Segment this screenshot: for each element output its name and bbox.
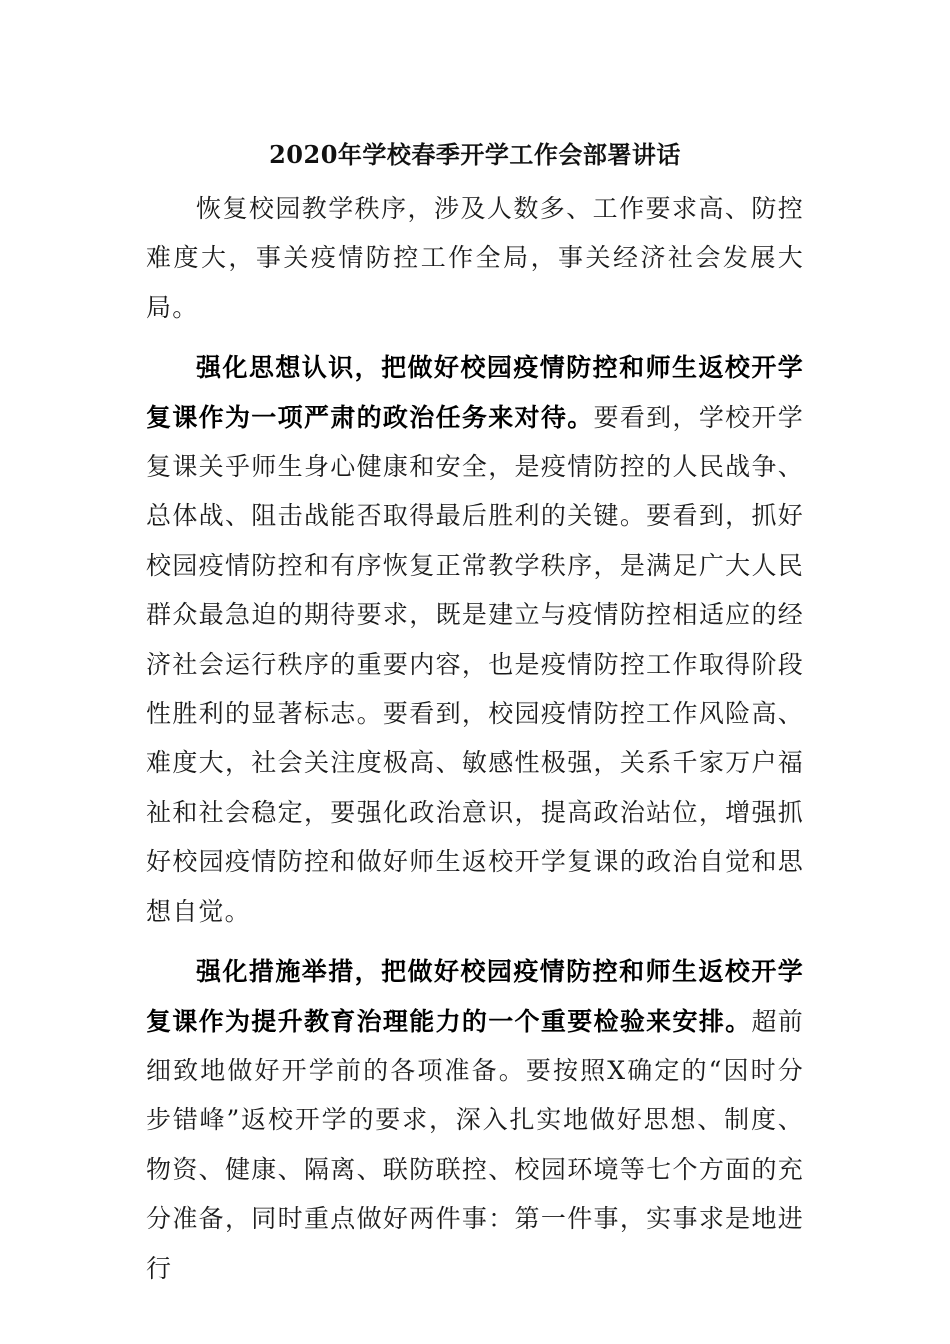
paragraph-measures — [146, 947, 804, 1293]
paragraph-lead: 强化措施举措，把做好校园疫情防控和师生返校开学复课作为提升教育治理能力的一个重要检验来安排。 — [146, 957, 804, 1036]
paragraph-text: 要看到，学校开学复课关乎师生身心健康和安全，是疫情防控的人民战争、总体战、阻击战能否取得最后胜利的关键。要看到，抓好校园疫情防控和有序恢复正常教学秩序，是满足广大人民群众最急迫的期待要求，既是建立与疫情防控相适应的经济社会运行秩序的重要内容，也是疫情防控工作取得阶段性胜利的显著标志。要看到，校园疫情防控工作风险高、难度大，社会关注度极高、敏感性极强，关系千家万户福祉和社会稳定，要强化政治意识，提高政治站位，增强抓好校园疫情防控和做好师生返校开学复课的政治自觉和思想自觉。 — [146, 402, 804, 926]
paragraph-text: 恢复校园教学秩序，涉及人数多、工作要求高、防控难度大，事关疫情防控工作全局，事关经济社会发展大局。 — [146, 194, 804, 322]
document-title: 2020年学校春季开学工作会部署讲话 — [269, 140, 681, 169]
document-body — [146, 132, 804, 1293]
paragraph-intro — [146, 184, 804, 332]
paragraph-lead: 强化思想认识，把做好校园疫情防控和师生返校开学复课作为一项严肃的政治任务来对待。 — [146, 353, 804, 432]
paragraph-text: 超前细致地做好开学前的各项准备。要按照X确定的“因时分步错峰”返校开学的要求，深入扎实地做好思想、制度、物资、健康、隔离、联防联控、校园环境等七个方面的充分准备，同时重点做好两件事：第一件事，实事求是地进行 — [146, 1006, 804, 1283]
paragraph-thinking — [146, 343, 804, 936]
